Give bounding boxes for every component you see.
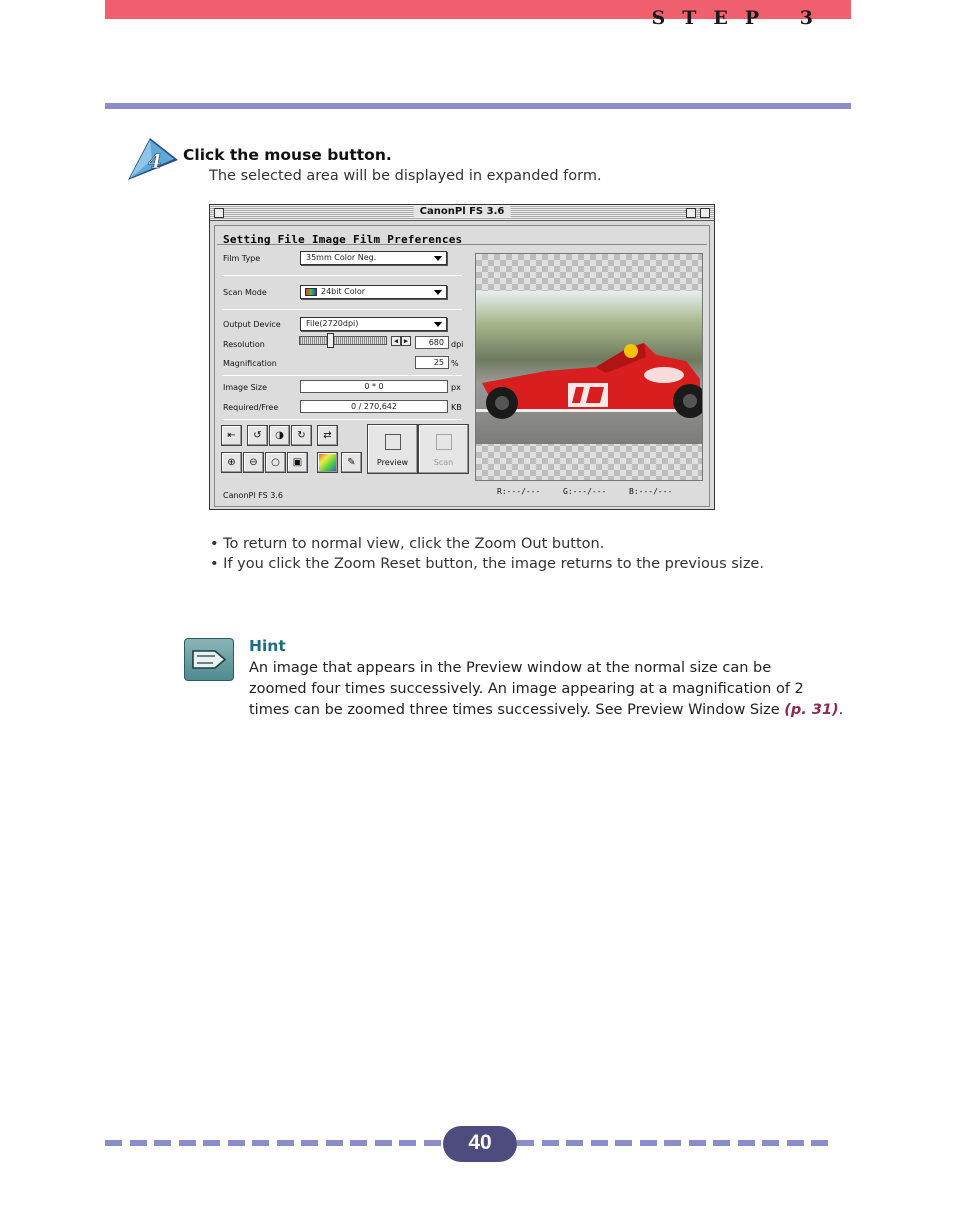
- footer-dash: [640, 1140, 657, 1146]
- hint-note-icon: [184, 638, 234, 681]
- footer-dash: [762, 1140, 779, 1146]
- preview-area[interactable]: [475, 253, 703, 481]
- preview-icon: [385, 434, 401, 450]
- footer-dash: [713, 1140, 730, 1146]
- resolution-unit: dpi: [451, 340, 464, 349]
- footer-dash: [130, 1140, 147, 1146]
- footer-dash-rule-left: [105, 1140, 443, 1146]
- footer-dash: [228, 1140, 245, 1146]
- required-free-unit: KB: [451, 403, 462, 412]
- menu-bar: [217, 228, 707, 245]
- film-type-label: Film Type: [223, 254, 261, 263]
- bullet-item: • If you click the Zoom Reset button, the image returns to the previous size.: [210, 556, 764, 572]
- step-number-badge-icon: [126, 134, 182, 184]
- required-free-field: 0 / 270,642: [300, 400, 448, 413]
- decrease-arrow-icon[interactable]: ◀: [391, 336, 401, 346]
- resolution-slider-thumb[interactable]: [327, 333, 334, 348]
- scan-mode-label: Scan Mode: [223, 288, 267, 297]
- preview-button[interactable]: [367, 424, 418, 474]
- hint-period: .: [838, 702, 844, 718]
- footer-dash: [350, 1140, 367, 1146]
- image-size-label: Image Size: [223, 383, 268, 392]
- status-green: G:---/---: [563, 487, 607, 496]
- step-description: The selected area will be displayed in expanded form.: [209, 168, 602, 184]
- resolution-field[interactable]: 680: [415, 336, 449, 349]
- footer-dash: [517, 1140, 534, 1146]
- zoom-box-icon[interactable]: [686, 208, 696, 218]
- scan-mode-value: 24bit Color: [321, 287, 366, 296]
- scan-icon: [436, 434, 452, 450]
- magnification-unit: %: [451, 359, 459, 368]
- zoom-out-icon[interactable]: ⊖: [243, 452, 264, 473]
- rotate-left-icon[interactable]: ↺: [247, 425, 268, 446]
- footer-dash: [252, 1140, 269, 1146]
- rotate-to-frame-icon[interactable]: ⇤: [221, 425, 242, 446]
- window-titlebar[interactable]: [210, 205, 714, 221]
- chevron-down-icon: [434, 322, 442, 327]
- magnification-label: Magnification: [223, 359, 277, 368]
- footer-dash: [542, 1140, 559, 1146]
- zoom-reset-icon[interactable]: ○: [265, 452, 286, 473]
- footer-dash: [105, 1140, 122, 1146]
- footer-dash: [179, 1140, 196, 1146]
- eyedropper-icon[interactable]: ✎: [341, 452, 362, 473]
- footer-dash: [326, 1140, 343, 1146]
- race-car-photo: [476, 291, 702, 444]
- output-device-value: File(2720dpi): [306, 319, 359, 328]
- divider: [222, 275, 462, 276]
- output-device-label: Output Device: [223, 320, 281, 329]
- footer-dash-rule-right: [517, 1140, 851, 1146]
- bullet-list: [210, 534, 764, 574]
- hint-title: Hint: [249, 637, 286, 655]
- step-label: STEP 3: [651, 7, 830, 29]
- hint-line: [249, 700, 849, 721]
- bullet-item: • To return to normal view, click the Zoom Out button.: [210, 536, 605, 552]
- image-icon[interactable]: ▣: [287, 452, 308, 473]
- window-content: [214, 225, 710, 507]
- window-title: CanonPl FS 3.6: [414, 206, 511, 217]
- footer-dash: [375, 1140, 392, 1146]
- hint-body: [249, 658, 849, 721]
- page-reference-link[interactable]: (p. 31): [784, 702, 839, 718]
- divider: [222, 419, 462, 420]
- chevron-down-icon: [434, 290, 442, 295]
- header-rule: [105, 103, 851, 109]
- zoom-in-icon[interactable]: ⊕: [221, 452, 242, 473]
- rotate-right-icon[interactable]: ↻: [291, 425, 312, 446]
- footer-dash: [591, 1140, 608, 1146]
- magnification-field[interactable]: 25: [415, 356, 449, 369]
- image-size-unit: px: [451, 383, 461, 392]
- color-adjust-icon[interactable]: [317, 452, 338, 473]
- status-red: R:---/---: [497, 487, 541, 496]
- film-type-value: 35mm Color Neg.: [306, 253, 377, 262]
- menu-setting-file[interactable]: Setting File: [223, 233, 305, 246]
- image-size-field: 0 * 0: [300, 380, 448, 393]
- color-swatch-icon: [305, 288, 317, 296]
- footer-dash: [615, 1140, 632, 1146]
- footer-dash: [154, 1140, 171, 1146]
- page-number: 40: [468, 1131, 492, 1154]
- required-free-label: Required/Free: [223, 403, 279, 412]
- menu-image[interactable]: Image: [311, 233, 346, 246]
- mirror-icon[interactable]: ⇄: [317, 425, 338, 446]
- step-title: Click the mouse button.: [183, 146, 392, 164]
- scan-button-label: Scan: [433, 458, 454, 467]
- hint-line: An image that appears in the Preview window at the normal size can be: [249, 660, 772, 676]
- output-device-select[interactable]: [300, 317, 447, 331]
- hint-line-text: times can be zoomed three times successively. See Preview Window Size: [249, 702, 785, 718]
- resolution-slider[interactable]: [299, 336, 387, 345]
- increase-arrow-icon[interactable]: ▶: [401, 336, 411, 346]
- footer-dash: [424, 1140, 441, 1146]
- step-number: 4: [148, 149, 162, 173]
- divider: [222, 375, 462, 376]
- resolution-label: Resolution: [223, 340, 265, 349]
- film-type-select[interactable]: [300, 251, 447, 265]
- status-blue: B:---/---: [629, 487, 673, 496]
- footer-dash: [664, 1140, 681, 1146]
- menu-film[interactable]: Film: [353, 233, 381, 246]
- footer-dash: [399, 1140, 416, 1146]
- preview-button-label: Preview: [376, 458, 409, 467]
- scan-mode-select[interactable]: [300, 285, 447, 299]
- scan-button[interactable]: [418, 424, 469, 474]
- scanner-window: [209, 204, 715, 510]
- footer-dash: [203, 1140, 220, 1146]
- contrast-icon[interactable]: ◑: [269, 425, 290, 446]
- footer-dash: [811, 1140, 828, 1146]
- footer-dash: [689, 1140, 706, 1146]
- app-footer-name: CanonPl FS 3.6: [223, 491, 283, 500]
- footer-dash: [277, 1140, 294, 1146]
- close-box-icon[interactable]: [214, 208, 224, 218]
- collapse-box-icon[interactable]: [700, 208, 710, 218]
- footer-dash: [738, 1140, 755, 1146]
- divider: [222, 309, 462, 310]
- footer-dash: [301, 1140, 318, 1146]
- footer-dash: [787, 1140, 804, 1146]
- chevron-down-icon: [434, 256, 442, 261]
- footer-dash: [566, 1140, 583, 1146]
- hint-line: zoomed four times successively. An image appearing at a magnification of 2: [249, 681, 804, 697]
- menu-preferences[interactable]: Preferences: [387, 233, 463, 246]
